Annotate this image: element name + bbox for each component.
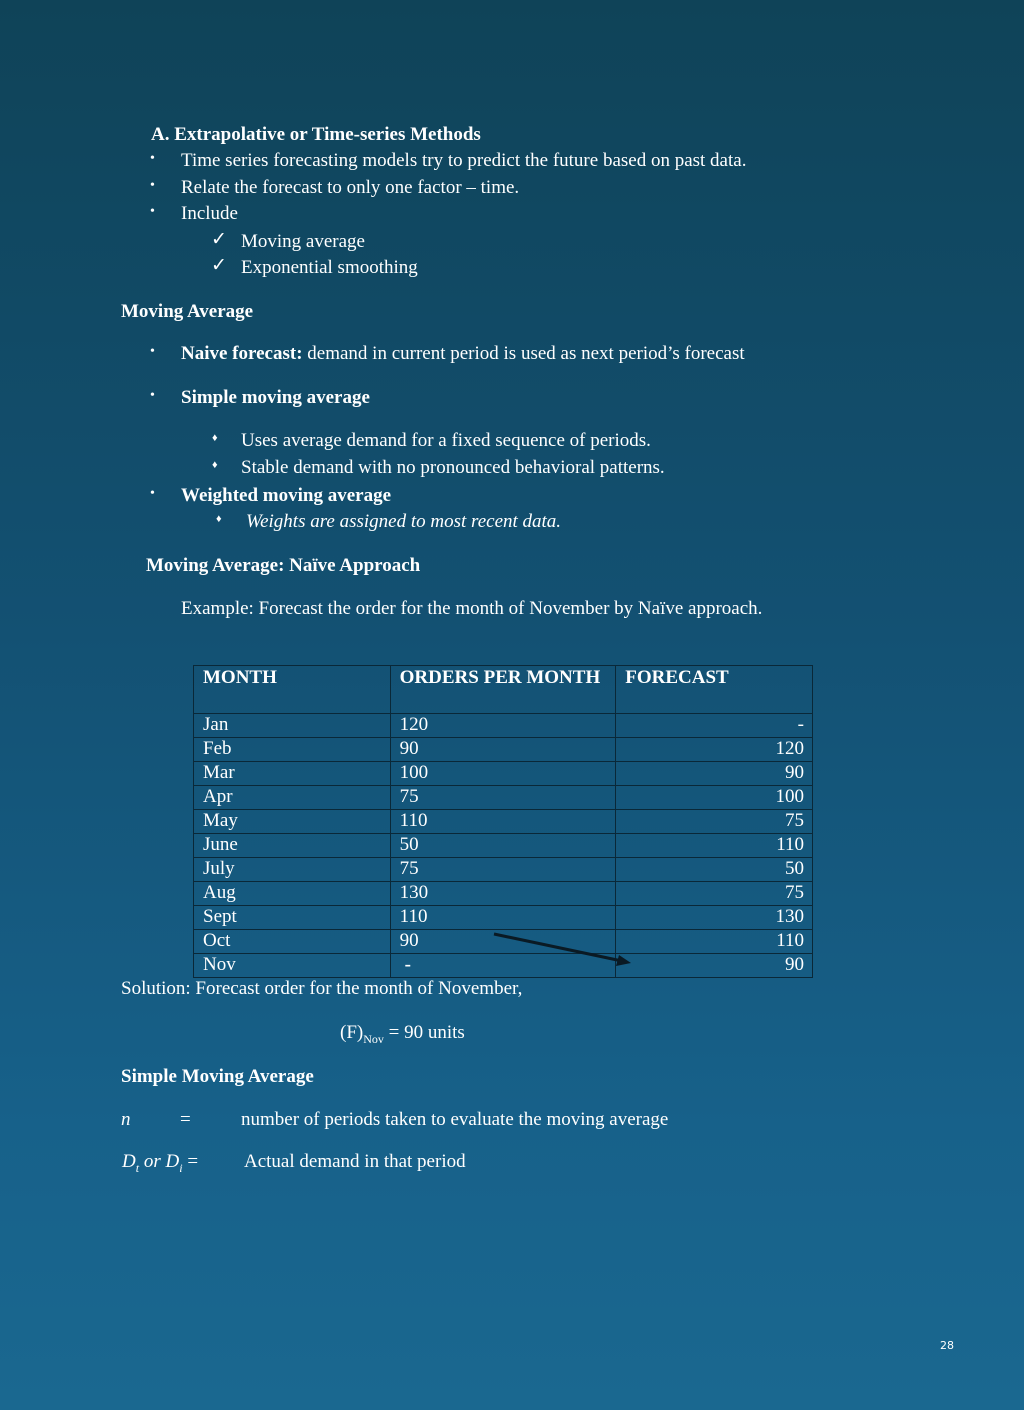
bullet-icon: • xyxy=(150,151,155,166)
page-number: 28 xyxy=(940,1339,954,1352)
section-a-bullet: Relate the forecast to only one factor – time. xyxy=(181,177,520,198)
forecast-cell: 50 xyxy=(616,858,813,882)
result-prefix: (F) xyxy=(340,1022,364,1043)
n-definition: number of periods taken to evaluate the moving average xyxy=(241,1109,669,1130)
checkmark-icon: ✓ xyxy=(211,255,227,276)
check-item: Exponential smoothing xyxy=(241,257,418,278)
orders-cell: - xyxy=(390,954,616,978)
orders-cell: 90 xyxy=(390,738,616,762)
wma-point: Weights are assigned to most recent data. xyxy=(246,511,562,532)
forecast-cell: 130 xyxy=(616,906,813,930)
month-cell: Oct xyxy=(194,930,391,954)
header-orders: ORDERS PER MONTH xyxy=(390,666,616,714)
n-symbol: n xyxy=(121,1109,131,1130)
header-month: MONTH xyxy=(194,666,391,714)
bullet-icon: • xyxy=(150,486,155,501)
forecast-cell: 75 xyxy=(616,882,813,906)
header-forecast: FORECAST xyxy=(616,666,813,714)
bullet-icon: • xyxy=(150,204,155,219)
example-text: Example: Forecast the order for the month of November by Naïve approach. xyxy=(181,598,763,619)
forecast-cell: 75 xyxy=(616,810,813,834)
naive-forecast-label: Naive forecast: xyxy=(181,343,303,364)
solution-text: Solution: Forecast order for the month of November, xyxy=(121,978,523,999)
forecast-cell: 90 xyxy=(616,762,813,786)
bullet-icon: • xyxy=(150,344,155,359)
sma-point: Stable demand with no pronounced behavioral patterns. xyxy=(241,457,665,478)
month-cell: Sept xyxy=(194,906,391,930)
d-symbol xyxy=(122,1150,198,1180)
orders-cell: 110 xyxy=(390,906,616,930)
d-definition: Actual demand in that period xyxy=(244,1151,466,1172)
naive-forecast-text: demand in current period is used as next period’s forecast xyxy=(302,343,745,364)
month-cell: July xyxy=(194,858,391,882)
orders-cell: 90 xyxy=(390,930,616,954)
bullet-icon: • xyxy=(150,388,155,403)
orders-cell: 50 xyxy=(390,834,616,858)
month-cell: Feb xyxy=(194,738,391,762)
wma-label: Weighted moving average xyxy=(181,485,392,506)
orders-cell: 120 xyxy=(390,714,616,738)
bullet-icon: • xyxy=(150,178,155,193)
result-formula xyxy=(340,1021,465,1051)
orders-cell: 75 xyxy=(390,786,616,810)
d-subscript-2: i xyxy=(179,1160,183,1175)
result-value: = 90 units xyxy=(383,1022,465,1043)
diamond-bullet-icon: ♦ xyxy=(216,513,222,525)
month-cell: Mar xyxy=(194,762,391,786)
orders-cell: 130 xyxy=(390,882,616,906)
checkmark-icon: ✓ xyxy=(211,229,227,250)
diamond-bullet-icon: ♦ xyxy=(212,459,218,471)
section-a-bullet: Time series forecasting models try to predict the future based on past data. xyxy=(181,150,747,171)
diamond-bullet-icon: ♦ xyxy=(212,432,218,444)
orders-cell: 110 xyxy=(390,810,616,834)
forecast-cell: 120 xyxy=(616,738,813,762)
sma-point: Uses average demand for a fixed sequence of periods. xyxy=(241,430,651,451)
month-cell: Jan xyxy=(194,714,391,738)
orders-cell: 100 xyxy=(390,762,616,786)
section-a-bullet: Include xyxy=(181,203,238,224)
moving-average-heading: Moving Average xyxy=(121,301,254,322)
n-equals: = xyxy=(180,1109,191,1130)
forecast-arrow-head-icon xyxy=(616,955,631,966)
forecast-cell: 90 xyxy=(616,954,813,978)
forecast-cell: - xyxy=(616,714,813,738)
orders-cell: 75 xyxy=(390,858,616,882)
forecast-cell: 110 xyxy=(616,930,813,954)
section-a-heading: A. Extrapolative or Time-series Methods xyxy=(151,124,481,145)
result-subscript: Nov xyxy=(363,1031,384,1046)
forecast-arrow-line xyxy=(494,934,622,961)
sma-heading: Simple Moving Average xyxy=(121,1066,314,1087)
forecast-cell: 100 xyxy=(616,786,813,810)
month-cell: Aug xyxy=(194,882,391,906)
check-item: Moving average xyxy=(241,231,365,252)
month-cell: Apr xyxy=(194,786,391,810)
month-cell: June xyxy=(194,834,391,858)
d-equals: = xyxy=(182,1151,199,1172)
month-cell: May xyxy=(194,810,391,834)
d-subscript-1: t xyxy=(135,1160,140,1175)
month-cell: Nov xyxy=(194,954,391,978)
sma-label: Simple moving average xyxy=(181,387,370,408)
d-symbol-2: D xyxy=(165,1151,180,1172)
forecast-cell: 110 xyxy=(616,834,813,858)
d-or: or xyxy=(139,1151,166,1172)
d-symbol-1: D xyxy=(122,1151,136,1172)
naive-approach-heading: Moving Average: Naïve Approach xyxy=(146,555,421,576)
